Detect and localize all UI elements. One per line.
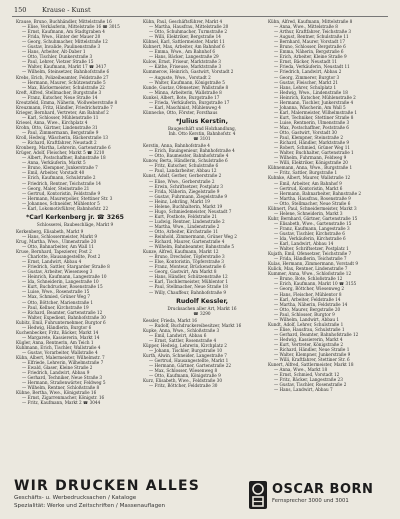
business-name: *Julius Kerstin, — [176, 117, 228, 125]
directory-entry: — Hermann, Gärtner, Gartenstraße 22 — [149, 363, 232, 369]
directory-entry: — Otto, Gastwirt, Vorstadt 30 — [274, 130, 337, 136]
directory-entry: — Johann, Tischler, Burgstraße 10 — [149, 348, 223, 354]
directory-entry: — Richard, Kraftfahrer, Neustadt 2 — [22, 140, 97, 146]
directory-entry: — Hermann, Maurer, Schützenstraße 5 — [22, 79, 106, 85]
directory-entry: — Fritz, Bäcker, Langestraße 23 — [274, 377, 343, 383]
directory-entry: — Paul, Stellmacher, Neue Straße 18 — [149, 284, 228, 290]
directory-entry: — Willi, Kraftfahrer, Stettiner Str. 6 — [274, 357, 350, 363]
directory-entry: — Georg, Zimmerer, Burgtor 3 — [274, 74, 340, 80]
directory-entry: — Gerhard, Techniker, Neue Straße 3 — [22, 375, 103, 381]
directory-entry: — Ernst, Bäcker, Neustadt 11 — [274, 59, 338, 65]
directory-entry: Kubitz, Emil, Fuhrunternehmer, Burgtor 6 — [16, 319, 106, 325]
directory-entry: — Otto, Baumeister, Bahnhofstraße 4 — [149, 153, 229, 159]
directory-entry: — Gertrud, Kontoristin, Markt 6 — [274, 185, 343, 191]
directory-entry: — Ludwig, Rentner, Lindenstraße 2 — [149, 218, 225, 224]
directory-entry: — Arthur, Kraftfahrer, Teichstraße 3 — [274, 29, 352, 35]
directory-entry: — Heinrich, Kaufmann, Langestraße 10 — [22, 274, 107, 280]
directory-entry: — Ewald, Glaser, Kleine Straße 2 — [22, 365, 93, 371]
directory-entry: Krebs, Erich, Polizeibeamter, Feldstraße 27 — [16, 74, 109, 80]
directory-entry: — Heinrich, Kutscher, Mühlenstraße 2 — [274, 94, 356, 100]
directory-entry: — Elisabeth, Wwe., Gartenstraße 15 — [274, 220, 352, 226]
directory-entry: — Johannes, Schneider, Mühlentor 5 — [22, 200, 100, 206]
directory-entry: — Martha, Hausfrau, Mittelstraße 20 — [149, 24, 229, 30]
directory-entry: — Emma, Wwe., Am Bahnhof 6 — [149, 49, 216, 55]
directory-entry: — Georg, Maler, Steinstraße 21 — [22, 185, 90, 191]
directory-entry: — Gustav, Tischler, Rosenstraße 2 — [274, 382, 347, 388]
directory-entry: — Martha, Hausfrau, Rosenstraße 9 — [274, 195, 351, 201]
directory-entry: Kunst, Adolf, Gerber, Gerberstraße 2 — [143, 173, 222, 179]
ad-phone: Fernsprecher 3000 und 3001 — [272, 498, 349, 504]
directory-entry: — Hans, Bäcker, Langestraße 29 — [149, 54, 219, 60]
directory-entry: Kunde, Gustav, Ofensetzer, Wallstraße 8 — [143, 84, 229, 90]
directory-entry: — Anna, Wwe., Markt 18 — [274, 367, 328, 373]
directory-entry: Kundt, Adolf, Lehrer, Schulstraße 1 — [268, 321, 344, 327]
directory-entry: — Paul, Kellner, Kirchstraße 19 — [22, 304, 89, 310]
directory-entry: — Gerhard, Beamter, Bahnhofstraße 12 — [274, 331, 359, 337]
directory-entry: — Walter, Schriftsetzer, Postplatz 1 — [274, 246, 349, 252]
directory-entry: Kühn, Paul, Geschäftsführer, Markt 4 — [143, 19, 223, 24]
directory-entry: — Fritz, Kutscher, Schulstraße 6 — [149, 163, 219, 169]
directory-entry: — Hans, Arbeiter, Alt-Daber 1 — [22, 49, 86, 55]
directory-entry: — Otto, Schuhmacher, Turmstraße 2 — [149, 29, 228, 35]
directory-entry: — Franz, Monteur, Brückenstraße 6 — [149, 264, 226, 270]
directory-entry: — Kurt, Techniker, Stettiner Straße 8 — [274, 114, 354, 120]
directory-entry: — Friedrich, Landwirt, Abbau 9 — [22, 370, 90, 376]
ad-company-name: OSCAR BORN — [272, 482, 374, 497]
directory-entry: — Emma, Näherin, Bergstraße 6 — [274, 49, 344, 55]
directory-entry: Kügler, Anna, Rentnerin, Am Teich 1 — [16, 339, 94, 345]
directory-entry: — Emil, Arbeiter, Vorstadt 40 — [22, 170, 85, 176]
directory-entry: Kühnemann, Anna, Wwe., Burgstraße 1 — [268, 165, 353, 171]
directory-entry: — Hermann, Straßenwärter, Feldweg 5 — [22, 380, 106, 386]
directory-entry: — Reinhold, Zimmermann, Grüner Weg 2 — [149, 234, 237, 240]
directory-entry: Kriesel, Anna, Wwe., Kirchplatz 4 — [16, 119, 88, 125]
directory-entry: — Paul, Zimmermann, Bergstraße 9 — [22, 130, 99, 136]
directory-entry: — Minna, Arbeiterin, Wallstraße 8 — [149, 89, 222, 95]
directory-entry: — Käthe, Friseuse, Marktstraße 3 — [149, 64, 222, 70]
directory-entry: — Frieda, Verkäuferin, Neustadt 11 — [274, 64, 350, 70]
directory-entry: — Hans, Lehrer, Schulplatz 1 — [274, 84, 337, 90]
directory-entry: Kruse, Bernhard, Tapezierer, Post 2 — [16, 249, 92, 255]
running-head: Krause - Kunst — [42, 6, 91, 14]
directory-entry: — Paul, Klempner, Steinstraße 2 — [274, 135, 343, 141]
directory-entry: — Fritz, Böttcher, Feldstraße 30 — [149, 383, 218, 389]
directory-entry: Kerkenberg, Elisabeth, Markt 9 — [16, 228, 84, 234]
directory-entry: — Frida, Händlerin, Teichstraße 7 — [274, 256, 347, 262]
directory-entry: — Max, Bäckermeister, Schulstraße 22 — [22, 84, 105, 90]
directory-entry: — Walter, Kaufmann, Markt 17 ☎ 3417 — [22, 64, 107, 70]
directory-entry: — Richard, Händler, Marktstraße 9 — [274, 140, 350, 146]
column-1 — [16, 19, 134, 471]
directory-entry: — Ida, Verkäuferin, Kirchstraße 6 — [274, 236, 346, 242]
business-listing — [143, 118, 261, 141]
directory-entry: Kessler, Frieda, Markt 16 — [143, 317, 198, 323]
directory-entry: — Ida, Schneiderin, Langestraße 10 — [22, 279, 99, 285]
directory-entry: — Elise, Hausfrau, Schulstraße 1 — [274, 326, 345, 332]
directory-entry: — Gustav, Fuhrmann, Ziegelstraße 9 — [149, 193, 228, 199]
directory-entry: — Luise, Rentnerin, Ulmenstraße 3 — [274, 119, 350, 125]
directory-entry: — Emil, Landwirt, Abbau 6 — [149, 332, 207, 338]
directory-entry: Kühne, Bertha, Wwe., Königstraße 16 — [16, 390, 97, 396]
page-number: 150 — [14, 6, 27, 14]
directory-entry: Kuhnke, Albert, Maurer, Wallstraße 12 — [268, 175, 351, 181]
directory-entry: — Walter, Kaufmann, Königstraße 5 — [149, 79, 225, 85]
directory-entry: — Max, Schmied, Grüner Weg 7 — [22, 294, 91, 300]
directory-entry: — Erich, Arbeiter, Kleine Straße 9 — [274, 54, 347, 60]
directory-entry: — Willi, Elektriker, Bergstraße 14 — [149, 34, 221, 40]
directory-entry: — Hans, Fleischer, Mühlentor 8 — [274, 291, 342, 297]
directory-entry: — Otto, Tischler, Dunkerstraße 3 — [22, 54, 93, 60]
directory-entry: — Ernst, Kaufmann, Am Stadtgraben 4 — [22, 29, 105, 35]
directory-entry: Kulow, Ernst, Friseur, Marktstraße 3 — [143, 59, 221, 65]
directory-entry: — Frieda, Verkäuferin, Burgstraße 17 — [149, 99, 230, 105]
directory-entry: Kunert, Alfred, Sattlermeister, Markt 18 — [268, 362, 354, 368]
directory-entry: — Bruno, Klempner, Junkerstraße 7 — [22, 165, 98, 171]
directory-entry: — Karl, Tischlermeister, Mühlentor 1 — [149, 279, 228, 285]
directory-entry: — Gertrud, Kontoristin, Feldstraße 9 — [22, 190, 101, 196]
directory-entry: — Hermann, Bahnarbeiter, Bahnstraße 2 — [274, 190, 362, 196]
directory-entry: — Georg, Schuhmacher, Mittelstraße 12 — [22, 39, 108, 45]
directory-entry: — Hermann, Maurerpolier, Stettiner Str. 3 — [22, 195, 113, 201]
directory-entry: Kunow, Berta, Händlerin, Schulstraße 6 — [143, 158, 228, 164]
directory-entry: Kupke, Anna, Wwe., Schloßstraße 3 — [143, 327, 220, 333]
directory-entry: — August, Rentner, Schulstraße 11 — [274, 34, 349, 40]
directory-entry: Küpper, Hedwig, Lehrerin, Kirchplatz 2 — [143, 343, 227, 348]
business-name: Rudolf Kessler, — [176, 297, 228, 305]
directory-entry: — Frida, Wwe., Hinter der Mauer 20 — [22, 34, 101, 40]
directory-entry: — Hermann, Tischler, Junkerstraße 4 — [274, 99, 354, 105]
directory-entry: — Anna, Verkäuferin, Markt 5 — [22, 160, 86, 166]
directory-entry: — Heinz, Lehrling, Markt 19 — [149, 198, 210, 204]
directory-entry: — Gustav, Invalide, Paulinenstraße 3 — [22, 44, 101, 50]
ad-line-2: Spezialität: Werke und Zeitschriften / Massenauflagen — [14, 503, 166, 509]
directory-entry: — Karl, Lokomotivführer, Bahnhofstr. 22 — [22, 205, 109, 211]
ad-left-block — [14, 478, 240, 510]
directory-entry: — Karl, Arbeiter, Feldstraße 14 — [274, 296, 341, 302]
directory-entry: — Margarete, Kassiererin, Markt 14 — [22, 334, 100, 340]
directory-entry: Kuhr, Bernhard, Gärtner, Gartenstraße 15 — [268, 215, 358, 221]
directory-entry: — Franz, Kutscher, Neue Straße 14 — [22, 94, 98, 100]
directory-entry: — Karl, Maschinist, Mühlenweg 4 — [149, 104, 221, 110]
directory-entry: — Auguste, Wwe., Vorstadt 2 — [149, 74, 211, 80]
directory-entry: — Bruno, Drechsler, Töpferstraße 3 — [149, 254, 225, 260]
directory-entry: Krohn, Otto, Gärtner, Lindenstraße 31 — [16, 124, 98, 130]
business-listing — [16, 214, 134, 227]
directory-entry: Kurz, Elisabeth, Wwe., Feldstraße 30 — [143, 378, 222, 384]
directory-entry: Kreutzfeld, Emma, Näherin, Wollweberstraße 8 — [16, 99, 118, 105]
directory-entry: Kühn, Alfred, Kaufmann, Mittelstraße 8 — [268, 19, 353, 24]
printer-logo — [248, 480, 268, 510]
directory-entry: Kuhlmann, Erich, Tischler, Wallstraße 4 — [16, 344, 101, 350]
directory-entry: Kreuzmann, Fritz, Händler, Friedrichstraße 7 — [16, 104, 113, 110]
directory-entry: — Luise, Wwe., Rosenstraße 15 — [22, 289, 90, 295]
directory-entry: — Erwin, Schriftsetzer, Postplatz 3 — [149, 183, 223, 189]
directory-entry: — Friedrich, Rentner, Teichstraße 14 — [22, 180, 101, 186]
directory-entry: — Otto, Böttcher, Marienstraße 1 — [22, 299, 94, 305]
directory-entry: Kunze, Alfred, Kaufmann, Markt 12 — [143, 249, 219, 255]
directory-entry: Kuchenbecker, Fritz, Bäcker, Markt 14 — [16, 329, 99, 335]
directory-entry: — Wilhelm, Rentner, Schloßstraße 8 — [22, 385, 100, 391]
directory-entry: — Karl, Malermeister, Wilhelmstraße 1 — [274, 109, 358, 115]
directory-entry: — Wilhelm, Bahnbeamter, Bahnstraße 5 — [149, 244, 235, 250]
directory-entry: — Wilhelm, Steinsetzer, Bahnhofstraße 6 — [22, 69, 110, 75]
directory-entry: — Fritz, Kaufmann, Markt 2 ☎ 3044 — [22, 400, 101, 406]
directory-entry: Kulas, Hermann, Zimmermann, Vorstadt 9 — [268, 261, 359, 267]
directory-entry: — Erich, Kaufmann, Schulstraße 2 — [22, 175, 96, 181]
directory-entry: — Gustav, Fleischer, Markt 21 — [274, 79, 339, 85]
directory-entry: — Hans, Händler, Schützenstraße 12 — [149, 274, 228, 280]
directory-entry: — Elfriede, Lehrerin, Wilhelmstraße 7 — [22, 360, 104, 366]
directory-entry: — Martha, Wwe., Lindenstraße 2 — [149, 223, 220, 229]
column-3 — [268, 19, 386, 471]
directory-entry: — Erich, Bauingenieur, Bahnhofstraße 4 — [149, 148, 235, 154]
directory-entry: — Friedrich, Sattler, Stargarder Straße 8 — [22, 264, 110, 270]
directory-entry: — Kurt, Buchdrucker, Rosenstraße 15 — [22, 284, 103, 290]
directory-entry: — Ernst, Landwirt, Abbau 4 — [22, 259, 82, 265]
directory-entry: — Karl, Landwirt, Abbau 14 — [274, 241, 334, 247]
directory-entry: — Wilhelm, Landwirt, Abbau 1 — [274, 316, 340, 322]
directory-entry: Kronberg, Martha, Lehrerin, Gartenstraße 6 — [16, 145, 111, 151]
directory-entry: — Elise, Wwe., Gerberstraße 2 — [149, 178, 215, 184]
directory-entry: — Hedwig, Händlerin, Burgtor 6 — [22, 324, 92, 330]
directory-entry: — Otto, Stellmacher, Neue Straße 6 — [274, 200, 351, 206]
business-detail: Baugeschäft und Holzhandlung, — [167, 125, 237, 131]
directory-entry: — Walter, Expedient, Bahnhofstraße 30 — [22, 314, 106, 320]
directory-entry: — Georg, Böttcher, Wiesenweg 2 — [274, 286, 345, 292]
directory-entry: — Hedwig, Wwe., Lindenstraße 18 — [274, 89, 348, 95]
directory-entry: Kulick, Max, Rentner, Lindenstraße 7 — [268, 266, 348, 272]
directory-entry: — Albert, Postschaffner, Bahnstraße 18 — [22, 155, 106, 161]
directory-entry: — Bruno, Schlosser, Bergstraße 6 — [274, 44, 346, 50]
business-name: *Carl Kerkenberg jr. ☎ 3265 — [26, 213, 124, 221]
directory-entry: Künnecke, Otto, Förster, Forsthaus — [143, 109, 218, 115]
directory-entry: — Gustav, Vorarbeiter, Wallstraße 4 — [22, 350, 98, 355]
directory-entry: — Hans, Schlossermeister, Markt 9 — [22, 233, 98, 239]
directory-entry: — Gertrud, Hausangestellte, Markt 1 — [149, 358, 229, 364]
directory-entry: — Emil, Arbeiter, Am Bahnhof 9 — [274, 180, 342, 186]
directory-entry: — Hugo, Schmiedemeister, Neustadt 7 — [149, 208, 232, 214]
directory-entry: — Frida, Näherin, Ziegelstraße 9 — [149, 188, 220, 194]
directory-entry: — Else, Kontoristin, Töpferstraße 3 — [149, 259, 224, 265]
directory-entry: — Otto, Kaufmann, Königstraße 9 — [149, 373, 221, 379]
business-listing — [143, 298, 261, 316]
directory-entry: Kreft, Alfred, Stellmacher, Burgstraße 3 — [16, 89, 102, 95]
directory-entry: — Paul, Schlosser, Burgtor 9 — [274, 311, 335, 317]
column-2 — [143, 19, 261, 471]
directory-entry: — Bruno, Bote, Schloßstraße 12 — [274, 276, 343, 282]
business-detail: ☎ 3290 — [193, 310, 211, 316]
directory-entry: — Gustav, Tischler, Kirchstraße 6 — [274, 230, 345, 236]
directory-entry: — Bernhard, Maurer, Vorstadt 17 — [274, 39, 345, 45]
ad-slogan: WIR DRUCKEN ALLES — [14, 478, 201, 494]
directory-entry: — Richard, Händler, Neue Straße 1 — [274, 347, 350, 353]
directory-entry: — Richard, Beamter, Gartenstraße 12 — [22, 309, 103, 315]
directory-entry: — Kurt, Postbote, Feldstraße 21 — [149, 213, 218, 219]
directory-entry: Kujath, Emil, Ofensetzer, Teichstraße 7 — [268, 251, 352, 257]
directory-entry: Kuhnert, Max, Arbeiter, Am Bahnhof 6 — [143, 44, 225, 50]
logo-text: OB — [248, 480, 250, 481]
directory-entry: Kunkel, Albert, Bote, Burgstraße 17 — [143, 94, 220, 100]
header-rule — [12, 16, 388, 17]
directory-entry: — Helene, Schneiderin, Markt 3 — [274, 210, 343, 216]
directory-entry: — Willi, Elektriker, Königstraße 20 — [274, 160, 348, 166]
ad-right-block — [272, 482, 392, 505]
directory-entry: — Richard, Maurer, Gartenstraße 4 — [149, 239, 225, 245]
directory-entry: Krause, Bruno, Buchhändler, Mittelstraße 16 — [16, 19, 112, 24]
directory-entry: — Otto, Bahnarbeiter, Am Wall 11 — [22, 244, 94, 250]
directory-entry: — Franz, Kaufmann, Langestraße 3 — [274, 225, 350, 231]
directory-entry: — Max, Postschaffner, Poststraße 6 — [274, 124, 349, 130]
directory-entry: Krieger, Bernhard, Vertreter, Am Bahnhof 2 — [16, 109, 109, 115]
directory-entry: — Hans, Landwirt, Abbau 7 — [274, 387, 333, 393]
directory-entry: Kühnert, Paul, Schneidermeister, Markt 3 — [268, 205, 357, 211]
directory-entry: — Ernst, Schmied, Vorstadt 12 — [274, 372, 340, 378]
directory-entry: — Georg, Gastwirt, Am Markt 8 — [149, 269, 217, 275]
directory-entry: Kummer, Anna, Wwe., Schloßstraße 12 — [268, 271, 352, 277]
directory-entry: — Karl, Schlosser, Mühlenstraße 11 — [22, 114, 99, 120]
directory-entry: — Willy, Chauffeur, Bahnhofstraße 9 — [149, 289, 227, 295]
directory-entry: — Walter, Klempner, Junkerstraße 9 — [274, 352, 351, 358]
business-detail: Drucksachen aller Art, Markt 16 — [167, 305, 237, 311]
directory-entry: — Elise, Verkäuferin, Mittelstraße 16 ☎ 3015 — [22, 24, 120, 30]
directory-entry: Kurth, Alwin, Schneider, Langestraße 7 — [143, 353, 227, 359]
directory-entry: — Johanna, Wäscherin, Am Wall 5 — [274, 104, 346, 110]
directory-entry: — Gustav, Arbeiter, Wiesenweg 3 — [22, 269, 93, 275]
directory-entry: — Ernst, Sattler, Rosenstraße 4 — [149, 337, 217, 343]
footer-advertisement — [10, 476, 390, 516]
directory-entry: — Paul, Landarbeiter, Abbau 12 — [149, 168, 217, 174]
directory-entry: — Hedwig, Kassiererin, Markt 4 — [274, 336, 343, 342]
directory-entry: Krug, Martha, Wwe., Ulmenstraße 20 — [16, 238, 97, 244]
directory-entry: — Erich, Kaufmann, Markt 10 ☎ 3155 — [274, 281, 357, 287]
business-detail: ☎ 3101 — [193, 136, 211, 142]
directory-entry: — Ernst, Zigarrenmacher, Königstr. 16 — [22, 395, 105, 401]
ad-line-1: Geschäfts- u. Werbedrucksachen / Kataloge — [14, 495, 137, 501]
directory-entry: — Paul, Lehrer, Vietzer Straße 15 — [22, 59, 94, 65]
directory-entry: — Fritz, Sattler, Burgstraße 1 — [274, 170, 338, 176]
page-header — [14, 6, 386, 15]
directory-entry: Kerstin, Anna, Bahnhofstraße 4 — [143, 143, 210, 149]
directory-entry: — Friedrich, Landwirt, Abbau 2 — [274, 69, 342, 75]
directory-entry: — Robert, Schmied, Grüner Weg 11 — [274, 145, 351, 151]
directory-entry: Krüger, Adolf, Fleischer, Markt 5 ☎ 3210 — [16, 150, 105, 156]
directory-entry: — Martha, Näherin, Feldstraße 14 — [274, 301, 348, 307]
directory-entry: — Helene, Buchhalterin, Markt 19 — [149, 203, 223, 209]
directory-entry: — Otto, Arbeiter, Kirchstraße 11 — [149, 228, 219, 234]
directory-entry: Kummerow, Heinrich, Gastwirt, Vorstadt 2 — [143, 69, 234, 75]
directory-entry: — Kurt, Vertreter, Königstraße 2 — [274, 342, 344, 347]
directory-entry: — Rudolf, Buchdruckereibesitzer, Markt 16 — [149, 322, 242, 328]
directory-entry: Kühn, Albert, Malermeister, Wilhelmstr. 7 — [16, 355, 105, 361]
directory-entry: — Otto, Maurer, Bergstraße 20 — [274, 306, 341, 312]
business-detail: Inh. Otto Kerstin, Bahnhofstr. 4 — [168, 130, 236, 136]
business-detail: Schlosserei, Baubeschläge, Markt 9 — [36, 221, 114, 227]
directory-entry: — Max, Schlosser, Wiesenweg 8 — [149, 368, 218, 374]
directory-entry: — Walter, Buchhalter, Gartenstraße 1 — [274, 150, 354, 156]
directory-entry: — Wilhelm, Fuhrmann, Feldweg 9 — [274, 155, 347, 161]
directory-entry: — Charlotte, Hausangestellte, Post 2 — [22, 254, 101, 260]
directory-entry: Kroll, Hedwig, Wäscherin, Bäckerstraße 13 — [16, 135, 109, 141]
directory-entry: Kühnel, Karl, Sattlermeister, Markt 11 — [143, 39, 225, 45]
directory-entry: — Anna, Wwe., Mittelstraße 8 — [274, 24, 338, 30]
